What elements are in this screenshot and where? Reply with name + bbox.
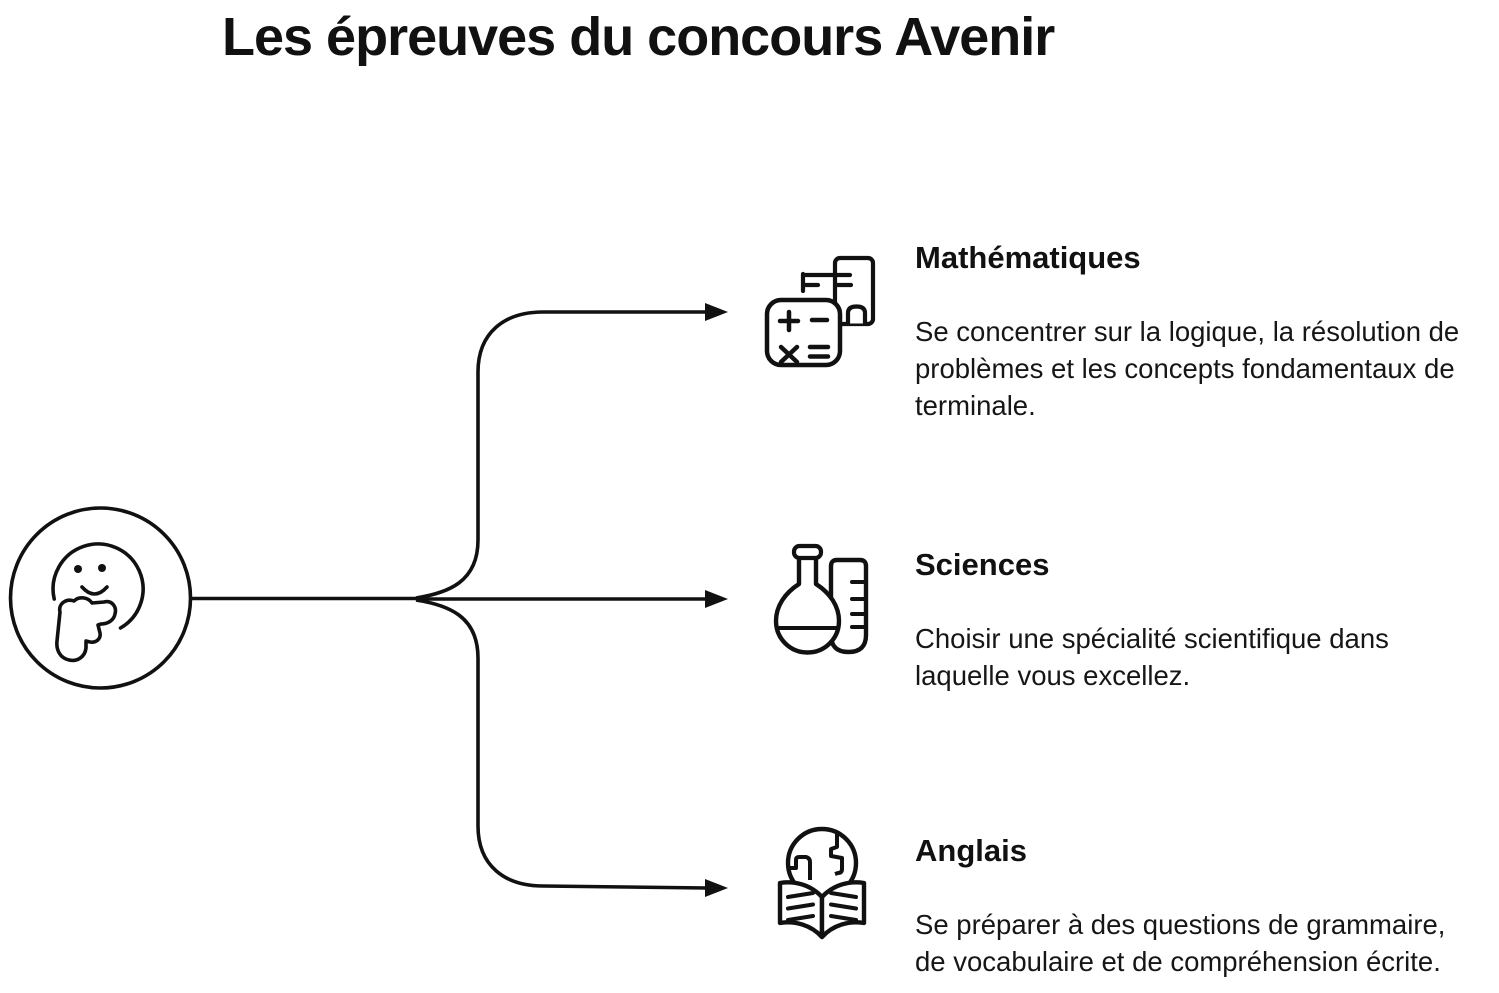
math-operations-icon: [757, 243, 897, 375]
branch-description: Choisir une spécialité scientifique dans laquelle vous excellez.: [915, 623, 1389, 691]
thinking-hand: [57, 598, 116, 661]
branch-description: Se concentrer sur la logique, la résolution de problèmes et les concepts fondamentaux de terminale.: [915, 316, 1460, 421]
branch-sciences: [915, 545, 1480, 694]
thinking-face-icon: [11, 508, 191, 688]
frown-mouth: [82, 587, 107, 594]
arrowhead-middle: [705, 590, 728, 608]
branch-heading: Mathématiques: [915, 240, 1141, 275]
arrowhead-top: [705, 303, 728, 321]
branch-heading: Anglais: [915, 833, 1027, 868]
arrowhead-bottom: [705, 879, 728, 897]
branch-heading: Sciences: [915, 547, 1050, 582]
globe-open-book-icon: [775, 825, 870, 945]
branch-curve-top: [416, 312, 707, 598]
flask-test-tube-icon: [773, 542, 873, 660]
branch-description: Se préparer à des questions de grammaire, de vocabulaire et de compréhension écrite.: [915, 909, 1446, 977]
branch-curve-bottom: [416, 600, 707, 888]
branch-mathematiques: [915, 238, 1480, 424]
page-title: Les épreuves du concours Avenir: [222, 7, 1055, 67]
branch-anglais: [915, 831, 1480, 980]
